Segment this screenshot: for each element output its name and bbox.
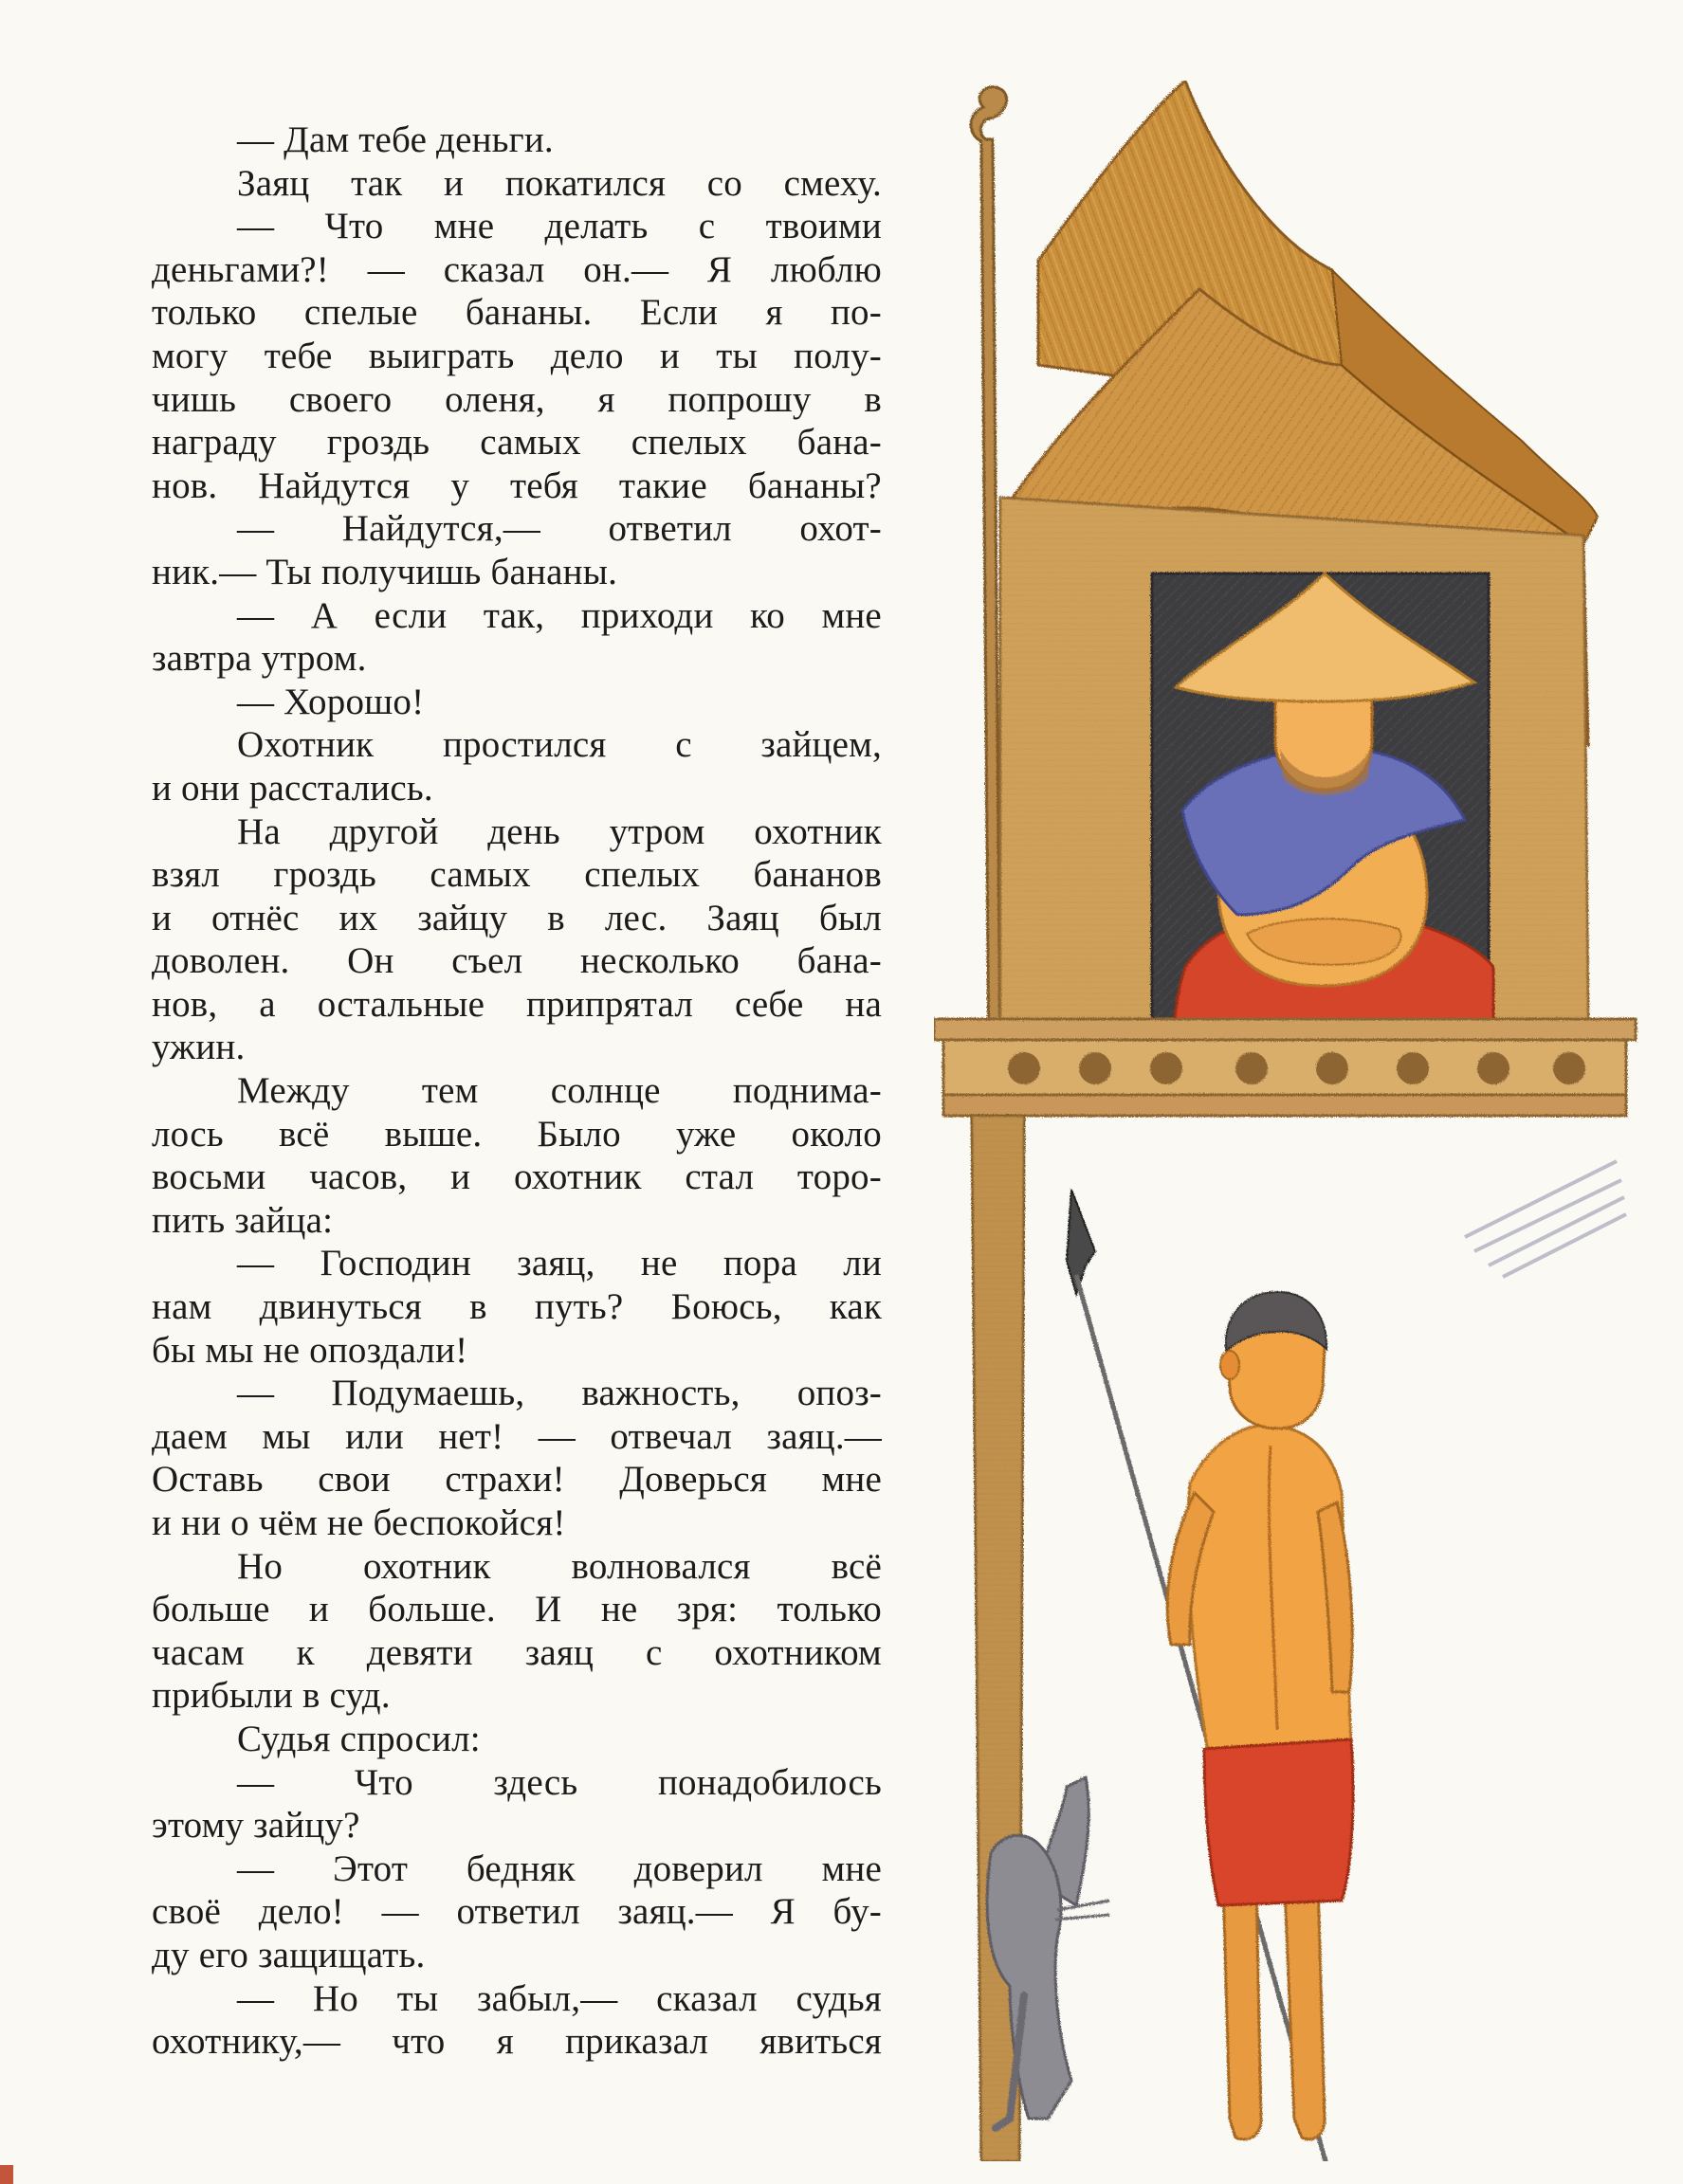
story-line: Но охотник волновался всё (237, 1545, 882, 1587)
story-line: бы мы не опоздали! (152, 1329, 468, 1371)
story-line: — Найдутся,— ответил охот- (237, 508, 882, 550)
story-line: — Этот бедняк доверил мне (237, 1847, 882, 1889)
story-line: взял гроздь самых спелых бананов (152, 854, 882, 896)
story-line: и они расстались. (152, 767, 433, 809)
story-line: — А если так, приходи ко мне (237, 594, 882, 636)
story-line: — Господин заяц, не пора ли (237, 1243, 882, 1284)
illustration-hut-hunter-hare (934, 81, 1640, 2161)
story-line: Охотник простился с зайцем, (237, 724, 882, 766)
story-line: нов, а остальные припрятал себе на (152, 983, 882, 1025)
story-line: восьми часов, и охотник стал торо- (152, 1156, 882, 1198)
story-line: На другой день утром охотник (237, 810, 882, 852)
story-line: лось всё выше. Было уже около (152, 1113, 882, 1155)
story-line: Заяц так и покатился со смеху. (237, 162, 882, 204)
story-line: награду гроздь самых спелых бана- (152, 422, 882, 464)
story-line: деньгами?! — сказал он.— Я люблю (152, 248, 882, 290)
story-line: этому зайцу? (152, 1805, 360, 1847)
story-line: охотнику,— что я приказал явиться (152, 2021, 882, 2063)
hunter-figure (1167, 1292, 1353, 2139)
story-line: — Подумаешь, важность, опоз- (237, 1373, 882, 1414)
story-line: больше и больше. И не зря: только (152, 1589, 882, 1630)
story-line: — Дам тебе деньги. (237, 119, 554, 160)
story-line: ду его защищать. (152, 1934, 426, 1975)
story-line: прибыли в суд. (152, 1675, 391, 1717)
story-line: завтра утром. (152, 638, 367, 680)
story-line: своё дело! — ответил заяц.— Я бу- (152, 1891, 882, 1933)
story-line: Судья спросил: (237, 1718, 481, 1759)
story-line: — Что мне делать с твоими (237, 206, 882, 247)
hut-platform (934, 1019, 1636, 1116)
story-line: могу тебе выиграть дело и ты полу- (152, 335, 882, 376)
story-line: — Но ты забыл,— сказал судья (237, 1977, 882, 2019)
story-text (152, 118, 882, 2064)
shadow-scribble (1465, 1161, 1626, 1277)
story-line: часам к девяти заяц с охотником (152, 1631, 882, 1673)
story-line: доволен. Он съел несколько бана- (152, 940, 882, 982)
story-line: даем мы или нет! — отвечал заяц.— (152, 1415, 882, 1457)
story-line: нов. Найдутся у тебя такие бананы? (152, 464, 882, 506)
story-line: нам двинуться в путь? Боюсь, как (152, 1286, 882, 1328)
story-line: и отнёс их зайцу в лес. Заяц был (152, 897, 882, 938)
story-line: и ни о чём не беспокойся! (152, 1502, 566, 1543)
story-line: чишь своего оленя, я попрошу в (152, 378, 882, 420)
story-line: пить зайца: (152, 1199, 334, 1241)
story-line: — Хорошо! (237, 681, 425, 722)
story-line: только спелые бананы. Если я по- (152, 292, 882, 334)
page-corner-mark (0, 2165, 13, 2184)
story-line: Между тем солнце поднима- (237, 1070, 882, 1112)
story-line: Оставь свои страхи! Доверься мне (152, 1459, 882, 1501)
story-line: — Что здесь понадобилось (237, 1761, 882, 1803)
story-line: ник.— Ты получишь бананы. (152, 551, 618, 592)
story-line: ужин. (152, 1027, 246, 1068)
